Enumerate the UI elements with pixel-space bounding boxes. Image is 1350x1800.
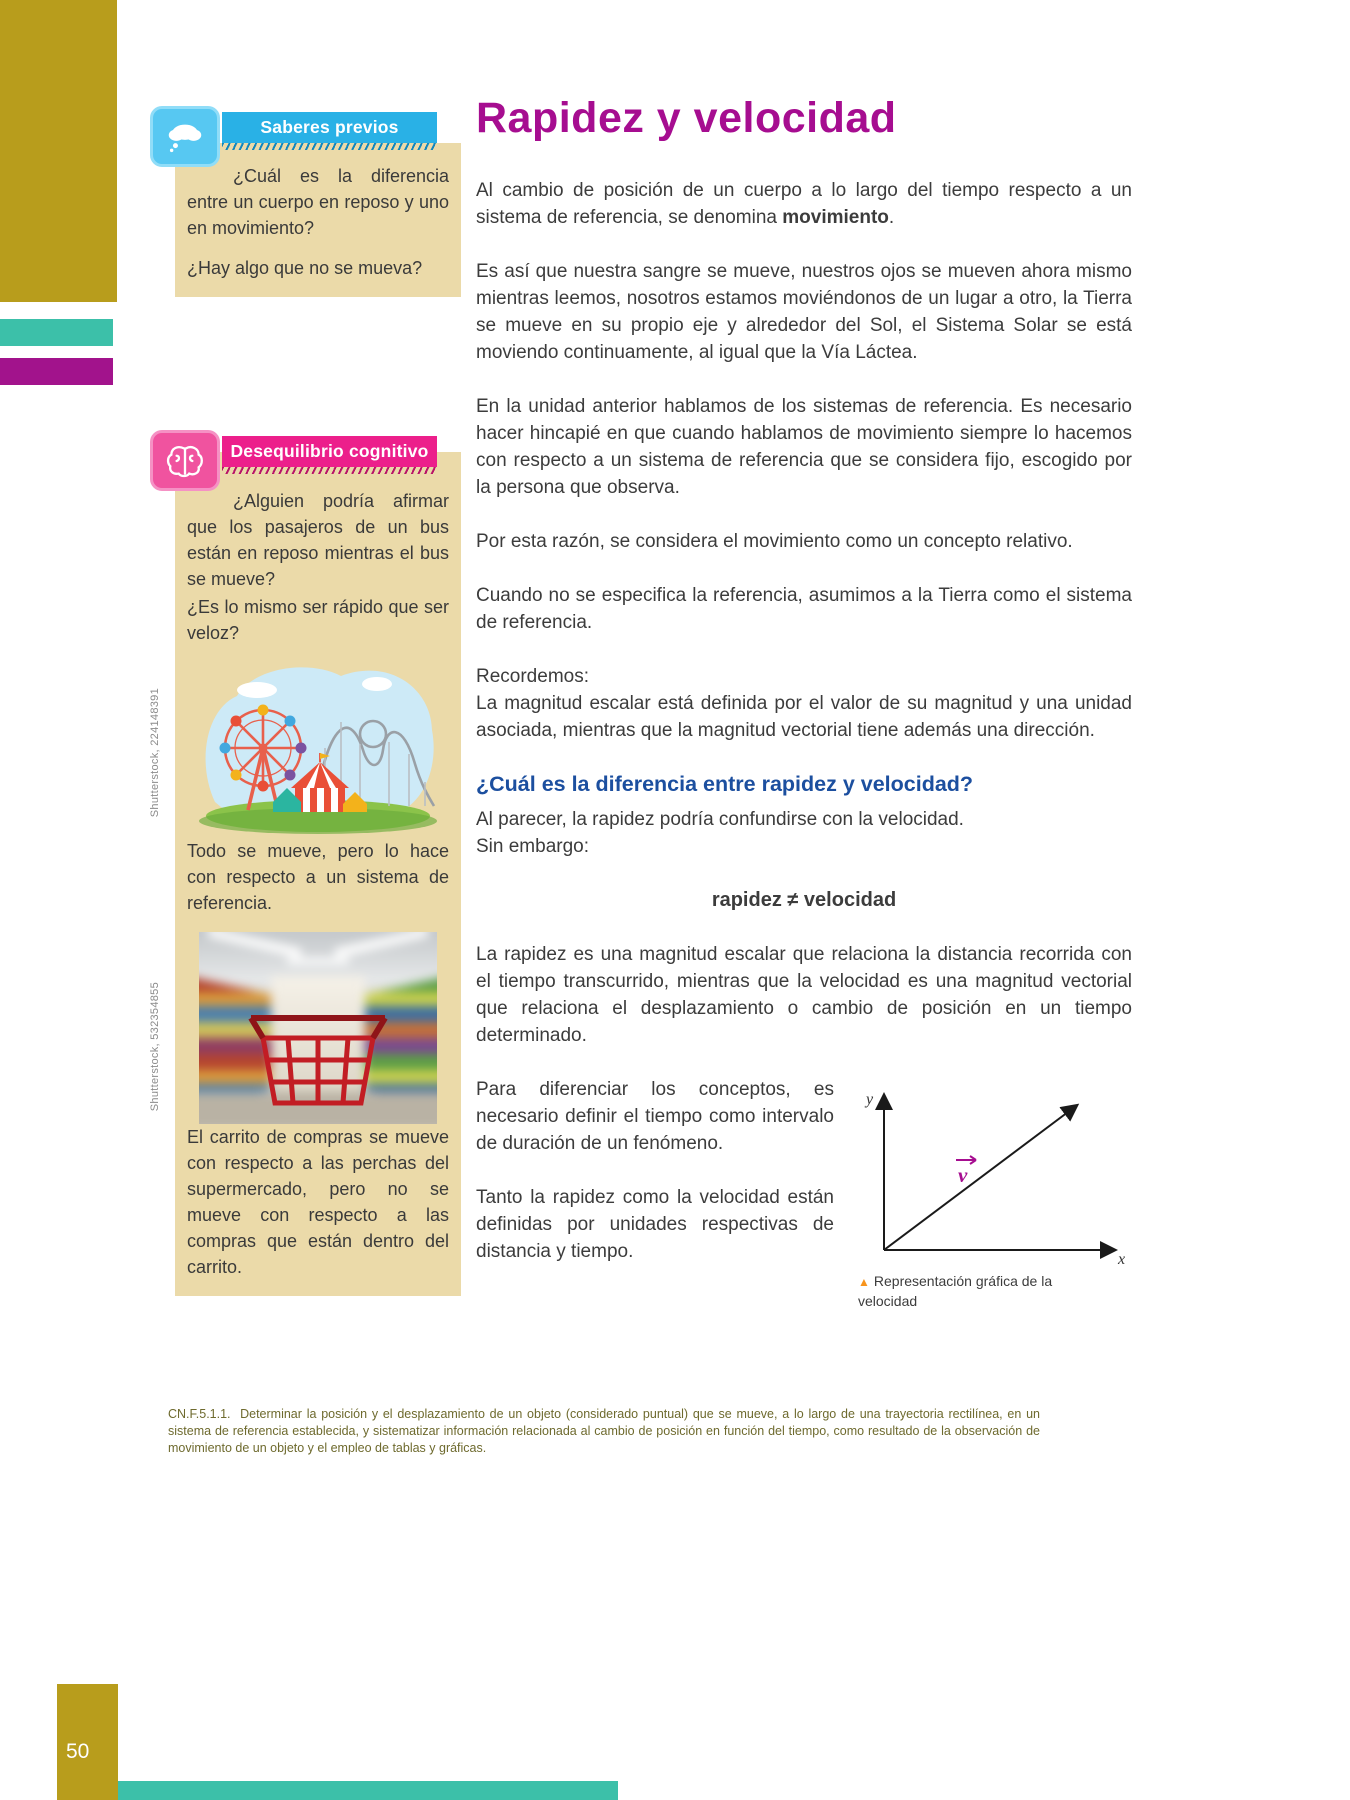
paragraph-text: . (888, 207, 895, 229)
page-number: 50 (66, 1740, 90, 1763)
desequilibrio-question-1: ¿Alguien podría afirmar que los pasajeros de un bus están en reposo mientras el bus se mueve? (187, 491, 449, 589)
teal-accent-bar (0, 319, 113, 346)
paragraph-tierra-referencia: Cuando no se especifica la referencia, asumimos a la Tierra como el sistema de referencia. (476, 585, 1132, 634)
standard-code: CN.F.5.1.1. (168, 1407, 231, 1421)
caption-triangle-icon: ▲ (858, 1275, 870, 1290)
paragraph-sistema-referencia: En la unidad anterior hablamos de los sistemas de referencia. Es necesario hacer hincapié en que cuando hablamos de movimiento siempre lo hacemos con respecto a un sistema de referencia que se considera fijo, escogido por la persona que observa. (476, 396, 1132, 499)
y-axis-label: y (866, 1091, 874, 1109)
x-axis-label: x (1118, 1251, 1126, 1267)
paragraph-ejemplos: Es así que nuestra sangre se mueve, nuestros ojos se mueven ahora mismo mientras leemos, nosotros estamos moviéndonos de un lugar a otro, la Tierra se mueve en su propio eje y alrededor del Sol, el Sistema Solar se está moviendo continuamente, al igual que la Vía Láctea. (476, 261, 1132, 364)
standard-text: Determinar la posición y el desplazamiento de un objeto (considerado puntual) que se mueve, a lo largo de una trayectoria rectilínea, en un sistema de referencia establecida, y sistematizar información relacionada al cambio de posición en función del tiempo, como resultado de la observación de movimiento de un objeto y el empleo de tablas y gráficas. (168, 1407, 1041, 1455)
saberes-previos-banner: Saberes previos (222, 112, 437, 143)
saberes-previos-box (175, 143, 461, 297)
saberes-question-1: ¿Cuál es la diferencia entre un cuerpo en reposo y uno en movimiento? (187, 166, 449, 238)
bold-term-movimiento: movimiento (782, 207, 889, 229)
teal-footer-bar (118, 1781, 618, 1800)
thought-cloud-glyph (164, 119, 206, 155)
desequilibrio-question-2: ¿Es lo mismo ser rápido que ser veloz? (187, 597, 449, 643)
desequilibrio-cognitivo-banner: Desequilibrio cognitivo (222, 436, 437, 467)
section-heading: ¿Cuál es la diferencia entre rapidez y velocidad? (476, 772, 974, 797)
figure-caption-text: Representación gráfica de la velocidad (858, 1273, 1053, 1310)
paragraph-intervalo: Para diferenciar los conceptos, es necesario definir el tiempo como intervalo de duración de un fenómeno. (476, 1079, 834, 1155)
paragraph-sin-embargo: Sin embargo: (476, 836, 590, 858)
paragraph-relativo: Por esta razón, se considera el movimiento como un concepto relativo. (476, 531, 1073, 553)
paragraph-movimiento (476, 177, 1132, 231)
amusement-park-illustration (199, 660, 437, 838)
vector-label: v (958, 1163, 968, 1188)
paragraph-confusion: Al parecer, la rapidez podría confundirse con la velocidad. (476, 809, 964, 831)
photo-credit: Shutterstock, 224148391 (149, 688, 161, 818)
supermarket-photo (199, 932, 437, 1124)
brain-glyph (164, 443, 206, 479)
figure-caption (858, 1272, 1058, 1311)
main-content (476, 96, 1132, 1311)
curriculum-standard (168, 1406, 1040, 1457)
saberes-question-2: ¿Hay algo que no se mueva? (187, 258, 423, 278)
desequilibrio-cognitivo-box (175, 452, 461, 1296)
paragraph-magnitud: La magnitud escalar está definida por el valor de su magnitud y una unidad asociada, mientras que la magnitud vectorial tiene además una dirección. (476, 693, 1132, 742)
shopping-cart-icon (243, 1008, 393, 1124)
icon-indent-spacer (187, 488, 233, 512)
photo-credit: Shutterstock, 532354855 (149, 982, 161, 1112)
page-title: Rapidez y velocidad (476, 94, 897, 142)
gold-corner-block (0, 0, 117, 302)
park-caption: Todo se mueve, pero lo hace con respecto a un sistema de referencia. (187, 841, 449, 913)
paragraph-text: Al cambio de posición de un cuerpo a lo largo del tiempo respecto a un sistema de referencia, se denomina (476, 180, 1132, 229)
velocity-graph-figure (854, 1080, 1132, 1311)
velocity-graph (854, 1080, 1132, 1266)
banner-hatch-decoration (222, 143, 437, 150)
banner-hatch-decoration (222, 467, 437, 474)
brain-icon (150, 430, 220, 491)
recordemos-lead: Recordemos: (476, 666, 589, 688)
magenta-accent-bar (0, 358, 113, 385)
paragraph-unidades: Tanto la rapidez como la velocidad están definidas por unidades respectivas de distancia y tiempo. (476, 1187, 834, 1263)
formula-rapidez-velocidad: rapidez ≠ velocidad (711, 889, 897, 912)
thought-cloud-icon (150, 106, 220, 167)
cart-caption: El carrito de compras se mueve con respecto a las perchas del supermercado, pero no se mueve con respecto a las compras que están dentro del carrito. (187, 1127, 449, 1277)
paragraph-definiciones: La rapidez es una magnitud escalar que relaciona la distancia recorrida con el tiempo transcurrido, mientras que la velocidad es una magnitud vectorial que relaciona el desplazamiento o cambio de posición en un tiempo determinado. (476, 944, 1132, 1047)
